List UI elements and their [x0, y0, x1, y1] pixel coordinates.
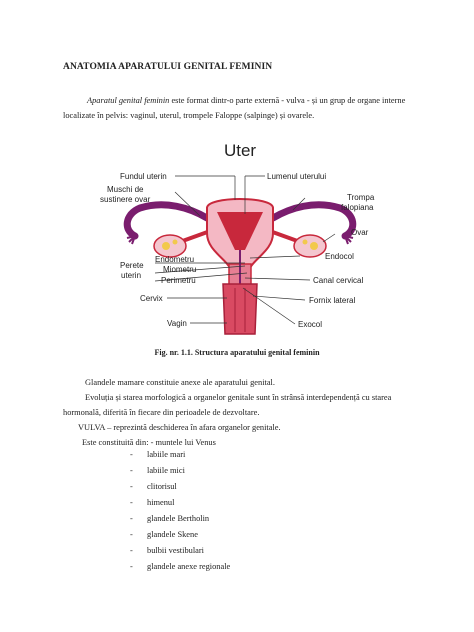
- paragraph-evolution: [63, 390, 423, 420]
- left-follicle: [162, 242, 170, 250]
- label-fundul: Fundul uterin: [120, 172, 167, 181]
- label-canal: Canal cervical: [313, 276, 364, 285]
- label-ovar: Ovar: [351, 228, 369, 237]
- label-muschi-2: sustinere ovar: [100, 195, 151, 204]
- label-trompa-2: falopiana: [341, 203, 374, 212]
- label-exocol: Exocol: [298, 320, 323, 329]
- paragraph-glands: [63, 375, 423, 390]
- paragraph-evolution-text: Evoluția și starea morfologică a organelor genitale sunt în strânsă interdependență cu starea hormonală, diferită în fiecare din perioadele de dezvoltare.: [63, 393, 392, 417]
- page-title: ANATOMIA APARATULUI GENITAL FEMININ: [63, 62, 273, 72]
- label-muschi-1: Muschi de: [107, 185, 144, 194]
- paragraph-vulva: VULVA – reprezintă deschiderea în afara organelor genitale.: [78, 423, 281, 432]
- label-miometru: Miometru: [163, 265, 197, 274]
- paragraph-constituents: Este constituită din: - muntele lui Venus: [82, 438, 216, 447]
- label-perete-1: Perete: [120, 261, 144, 270]
- label-perimetru: Perimetru: [161, 276, 196, 285]
- label-perete-2: uterin: [121, 271, 142, 280]
- intro-text: este format dintr-o parte externă - vulva - și un grup de organe interne localizate în pelvis: vaginul, uterul, trompele Faloppe (salpinge) și ovarele.: [63, 96, 406, 120]
- figure-caption: Fig. nr. 1.1. Structura aparatului genital feminin: [154, 348, 320, 357]
- label-vagin: Vagin: [167, 319, 187, 328]
- intro-italic: Aparatul genital feminin: [87, 96, 170, 105]
- left-fallopian-tube: [127, 205, 207, 236]
- left-fimbriae: [127, 236, 135, 244]
- intro-paragraph: [63, 93, 413, 123]
- right-fimbriae: [345, 236, 353, 244]
- right-follicle: [310, 242, 318, 250]
- vagina-shape: [223, 284, 257, 334]
- label-trompa-1: Trompa: [347, 193, 375, 202]
- label-cervix: Cervix: [140, 294, 163, 303]
- paragraph-glands-text: Glandele mamare constituie anexe ale aparatului genital.: [85, 378, 275, 387]
- right-follicle-2: [303, 240, 308, 245]
- label-lumenul: Lumenul uterului: [267, 172, 327, 181]
- label-fornix: Fornix lateral: [309, 296, 356, 305]
- diagram-heading: Uter: [223, 141, 257, 160]
- label-endocol: Endocol: [325, 252, 354, 261]
- left-follicle-2: [173, 240, 178, 245]
- document-page: ANATOMIA APARATULUI GENITAL FEMININ Aparatul genital feminin este format dintr-o parte externă - vulva - și un grup de organe interne localizate în pelvis: vaginul, uterul, trompele Faloppe (salpinge) și ovarele. Uter Fundul uterin Muschi de sustinere ovar Lumenul uterului Trompa falopiana Ovar Endocol Perete uterin Endometru Miometru Perimetru Canal cervical Cervix Fornix lateral Vagin Exocol Fig. nr. 1.1. Structura aparatului genital feminin Glandele mamare constituie anexe ale aparatului genital. Evoluția și starea morfologică a organelor genitale sunt în strânsă interdependență cu starea hormonală, diferită în fiecare din perioadele de dezvoltare. VULVA – reprezintă deschiderea în afara organelor genitale. Este constituită din: - muntele lui Venus - labiile mari - labiile mici - clitorisul - himenul - glandele Bertholin - glandele Skene - bulbii vestibulari - glandele anexe regionale: [0, 0, 474, 632]
- label-endometru: Endometru: [155, 255, 195, 264]
- uterus-diagram: [95, 138, 385, 338]
